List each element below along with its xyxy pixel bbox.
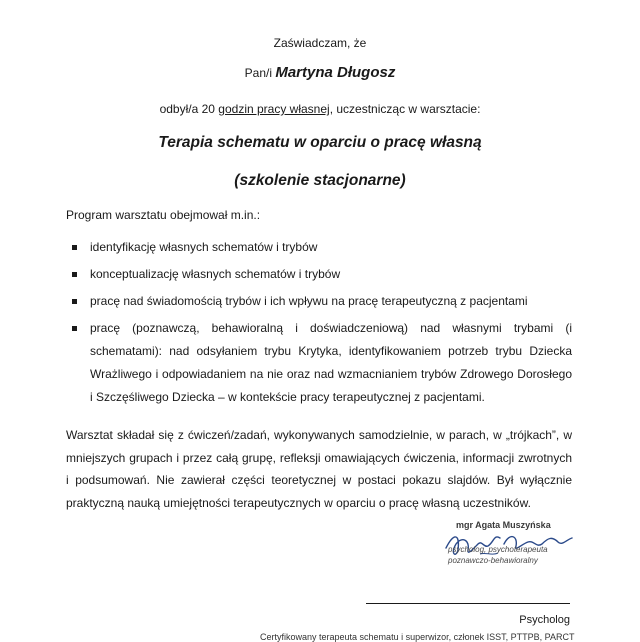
- workshop-title: Terapia schematu w oparciu o pracę własną: [158, 134, 482, 151]
- bullet-square-icon: [72, 245, 77, 250]
- program-item: pracę (poznawczą, behawioralną i doświadczeniową) nad własnymi trybami (i schematami): nad odsyłaniem trybu Krytyka, identyfikowaniem potrzeb trybu Dziecka Wrażliwego i odpowiadaniem na nie oraz nad wzmacnianiem trybów Zdrowego Dorosłego i Szczęśliwego Dziecka – w kontekście pracy terapeutycznej z pacjentami.: [72, 317, 572, 409]
- participant-name: Martyna Długosz: [275, 64, 396, 81]
- bullet-square-icon: [72, 326, 77, 331]
- hours-before: odbył/a 20: [159, 102, 219, 116]
- participant-line: [0, 64, 640, 81]
- program-heading: Program warsztatu obejmował m.in.:: [66, 208, 261, 222]
- name-prefix: Pan/i: [244, 66, 276, 80]
- program-item: pracę nad świadomością trybów i ich wpływu na pracę terapeutyczną z pacjentami: [72, 290, 572, 313]
- intro-text: Zaświadczam, że: [273, 36, 367, 50]
- program-list: [72, 236, 572, 409]
- workshop-description: Warsztat składał się z ćwiczeń/zadań, wykonywanych samodzielnie, w parach, w „trójkach”, w mniejszych grupach i przez całą grupę, refleksji omawiających ćwiczenia, informacji zwrotnych i podsumowań. Nie zawierał części teoretycznej w postaci pokazu slajdów. Był wyłącznie praktyczną nauką umiejętności terapeutycznych w oparciu o pracę własną uczestników.: [66, 428, 572, 510]
- signer-role: Psycholog: [519, 614, 570, 626]
- signature-stamp: [440, 518, 580, 578]
- hours-after: , uczestnicząc w warsztacie:: [329, 102, 481, 116]
- hours-line: [0, 102, 640, 116]
- workshop-type: (szkolenie stacjonarne): [234, 172, 406, 189]
- bullet-square-icon: [72, 272, 77, 277]
- signature-line: [366, 603, 570, 604]
- program-item: identyfikację własnych schematów i trybów: [72, 236, 572, 259]
- hours-underlined: godzin pracy własnej: [218, 102, 330, 116]
- stamp-text: psycholog, psychoterapeuta poznawczo-behawioralny: [448, 545, 548, 565]
- bullet-square-icon: [72, 299, 77, 304]
- program-item: konceptualizację własnych schematów i trybów: [72, 263, 572, 286]
- footer-note: Certyfikowany terapeuta schematu i superwizor, członek ISST, PTTPB, PARCT: [260, 632, 575, 642]
- stamp-name: mgr Agata Muszyńska: [456, 520, 551, 530]
